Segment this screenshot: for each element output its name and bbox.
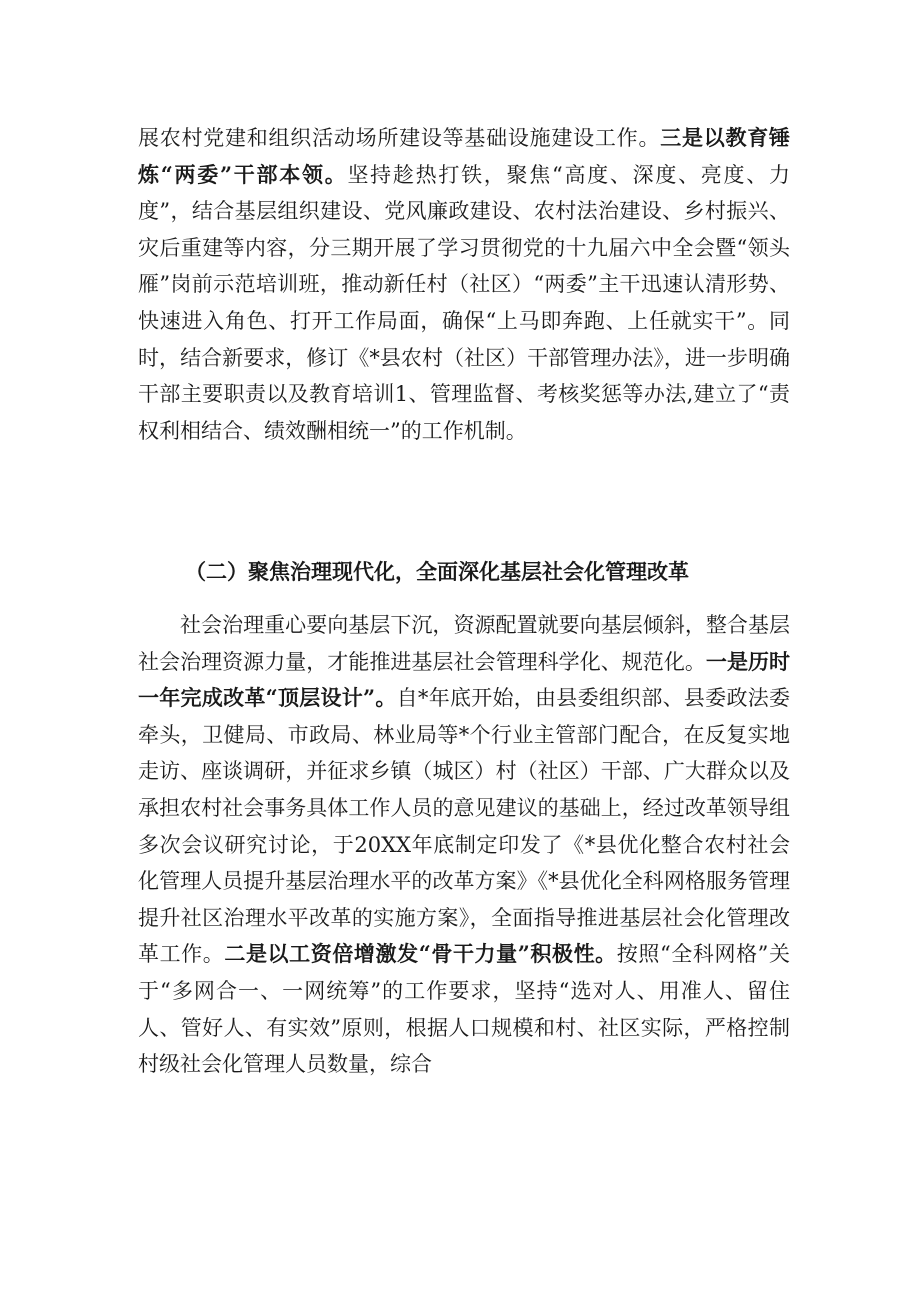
paragraph-2-intro: 社会治理重心要向基层下沉，资源配置就要向基层倾斜，整合基层社会治理资源力量，才能推进基层社会管理科学化、规范化。: [138, 613, 790, 674]
paragraph-2-text-cont: 按照“全科网格”关于“多网合一、一网统筹”的工作要求，坚持“选对人、用准人、留住人、管好人、有实效”原则，根据人口规模和村、社区实际，严格控制村级社会化管理人员数量，综合: [138, 942, 790, 1077]
paragraph-1: [138, 120, 790, 449]
paragraph-1-text: 展农村党建和组织活动场所建设等基础设施建设工作。: [138, 126, 661, 150]
paragraph-2-bold-point-1: 一是历时一年完成改革“顶层设计”。: [138, 648, 791, 711]
paragraph-1-text-cont: 坚持趁热打铁，聚焦“高度、深度、亮度、力度”，结合基层组织建设、党风廉政建设、农村法治建设、乡村振兴、灾后重建等内容，分三期开展了学习贯彻党的十九届六中全会暨“领头雁”岗前示范培训班，推动新任村（社区）“两委”主干迅速认清形势、快速进入角色、打开工作局面，确保“上马即奔跑、上任就实干”。同时，结合新要求，修订《*县农村（社区）干部管理办法》，进一步明确干部主要职责以及教育培训1、管理监督、考核奖惩等办法,建立了“责权利相结合、绩效酬相统一”的工作机制。: [138, 162, 790, 443]
paragraph-1-bold-point: 三是以教育锤炼“两委”干部本领。: [138, 125, 791, 187]
paragraph-2: [138, 607, 790, 1083]
section-heading: （二）聚焦治理现代化，全面深化基层社会化管理改革: [185, 559, 689, 584]
paragraph-2-bold-point-2: 二是以工资倍增激发“骨干力量”积极性。: [224, 941, 617, 967]
paragraph-2-text: 自*年底开始，由县委组织部、县委政法委牵头，卫健局、市政局、林业局等*个行业主管部门配合，在反复实地走访、座谈调研，并征求乡镇（城区）村（社区）干部、广大群众以及承担农村社会事务具体工作人员的意见建议的基础上，经过改革领导组多次会议研究讨论，于20XX年底制定印发了《*县优化整合农村社会化管理人员提升基层治理水平的改革方案》《*县优化全科网格服务管理提升社区治理水平改革的实施方案》，全面指导推进基层社会化管理改革工作。: [138, 686, 790, 967]
